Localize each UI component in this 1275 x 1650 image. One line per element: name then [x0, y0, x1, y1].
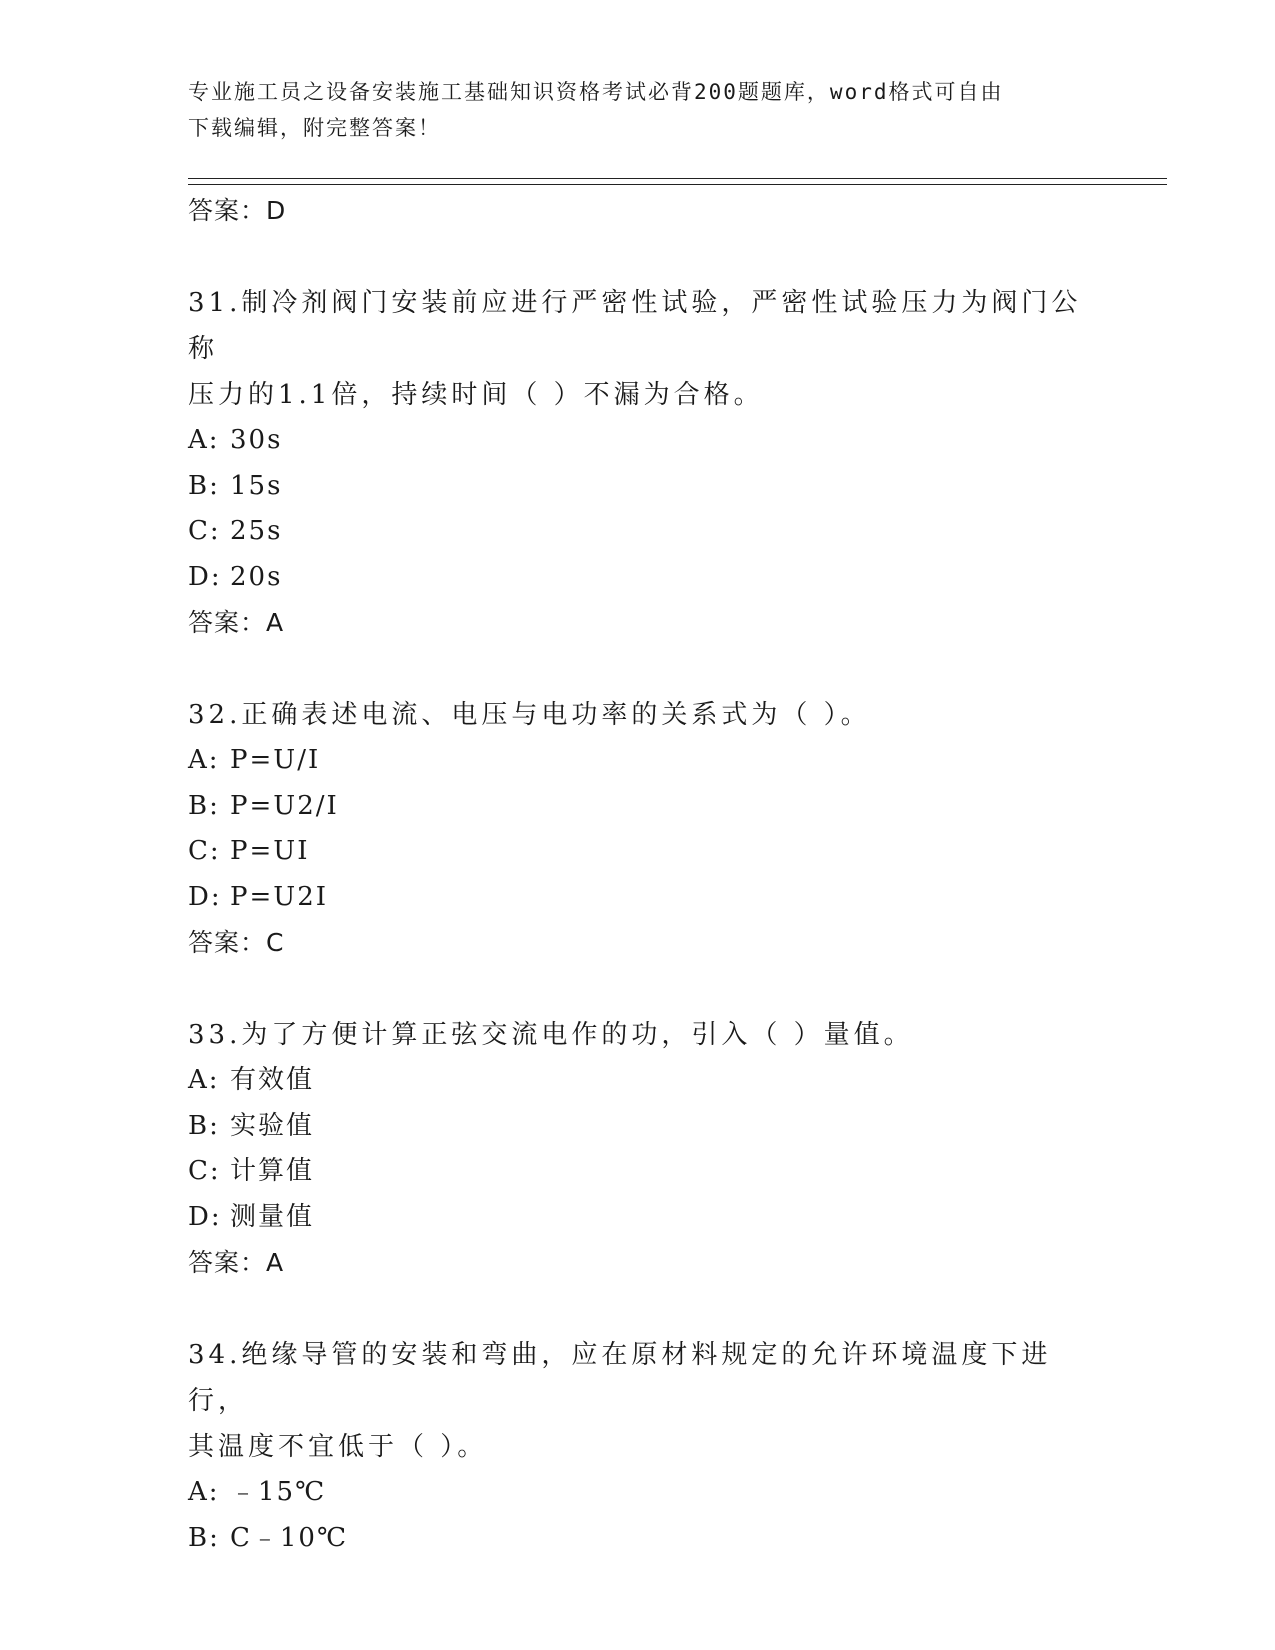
question-stem: [188, 1012, 1088, 1058]
option-letter: D:: [188, 881, 222, 912]
option-letter: B:: [188, 1110, 220, 1141]
option-text: 实验值: [230, 1110, 315, 1141]
option-text: P=U2I: [230, 881, 329, 912]
question-line: 33.为了方便计算正弦交流电作的功，引入（ ）量值。: [188, 1020, 914, 1050]
option-text: C﹣10℃: [230, 1522, 349, 1553]
option-letter: A:: [188, 425, 220, 455]
option-text: P=UI: [230, 836, 310, 866]
option-text: P=U/I: [230, 745, 321, 775]
option-text: 20s: [230, 561, 283, 592]
option-b: [188, 1516, 1088, 1562]
answer-line: 答案：D: [188, 196, 287, 225]
header-line-1: 专业施工员之设备安装施工基础知识资格考试必背200题题库，word格式可自由: [188, 80, 1004, 104]
option-text: P=U2/I: [230, 790, 339, 821]
question-34: [188, 1332, 1088, 1561]
option-letter: C:: [188, 1156, 221, 1186]
header-divider-thin: [188, 184, 1167, 185]
option-d: [188, 875, 1088, 921]
question-line: 其温度不宜低于（ ）。: [188, 1432, 488, 1462]
option-letter: A:: [188, 1065, 220, 1095]
option-letter: A:: [188, 745, 220, 775]
answer-line: 答案：A: [188, 1248, 285, 1277]
question-33: [188, 1012, 1088, 1286]
answer-line: 答案：A: [188, 608, 285, 637]
header-divider-thick: [188, 178, 1167, 179]
question-32: [188, 692, 1088, 966]
option-text: 计算值: [230, 1156, 315, 1186]
option-text: 25s: [230, 516, 283, 546]
option-a: [188, 1058, 1088, 1104]
question-31: [188, 280, 1088, 646]
question-stem: [188, 692, 1088, 738]
option-text: 有效值: [230, 1065, 315, 1095]
option-text: 15s: [230, 470, 283, 501]
option-a: [188, 738, 1088, 784]
option-letter: D:: [188, 1201, 222, 1232]
question-line: 压力的1.1倍，持续时间（ ）不漏为合格。: [188, 380, 764, 410]
option-letter: B:: [188, 1522, 220, 1553]
answer-line: 答案：C: [188, 928, 285, 957]
option-b: [188, 784, 1088, 830]
option-letter: D:: [188, 561, 222, 592]
option-letter: B:: [188, 790, 220, 821]
option-a: [188, 418, 1088, 464]
option-text: 30s: [230, 425, 283, 455]
question-line: 34.绝缘导管的安装和弯曲，应在原材料规定的允许环境温度下进行，: [188, 1340, 1052, 1416]
question-line: 31.制冷剂阀门安装前应进行严密性试验，严密性试验压力为阀门公称: [188, 288, 1082, 364]
option-letter: B:: [188, 470, 220, 501]
option-text: 测量值: [230, 1201, 315, 1232]
question-stem: [188, 1332, 1088, 1470]
option-c: [188, 509, 1088, 555]
option-a: [188, 1470, 1088, 1516]
option-c: [188, 829, 1088, 875]
option-b: [188, 464, 1088, 510]
question-stem: [188, 280, 1088, 418]
option-letter: A:: [188, 1477, 220, 1507]
question-line: 32.正确表述电流、电压与电功率的关系式为（ ）。: [188, 700, 871, 730]
option-c: [188, 1149, 1088, 1195]
option-b: [188, 1104, 1088, 1150]
header-line-2: 下载编辑，附完整答案！: [188, 116, 441, 140]
option-d: [188, 555, 1088, 601]
option-d: [188, 1195, 1088, 1241]
page-header: [188, 74, 1088, 146]
option-letter: C:: [188, 836, 221, 866]
question-list: [188, 188, 1088, 1561]
option-text: ﹣15℃: [230, 1477, 327, 1507]
option-letter: C:: [188, 516, 221, 546]
